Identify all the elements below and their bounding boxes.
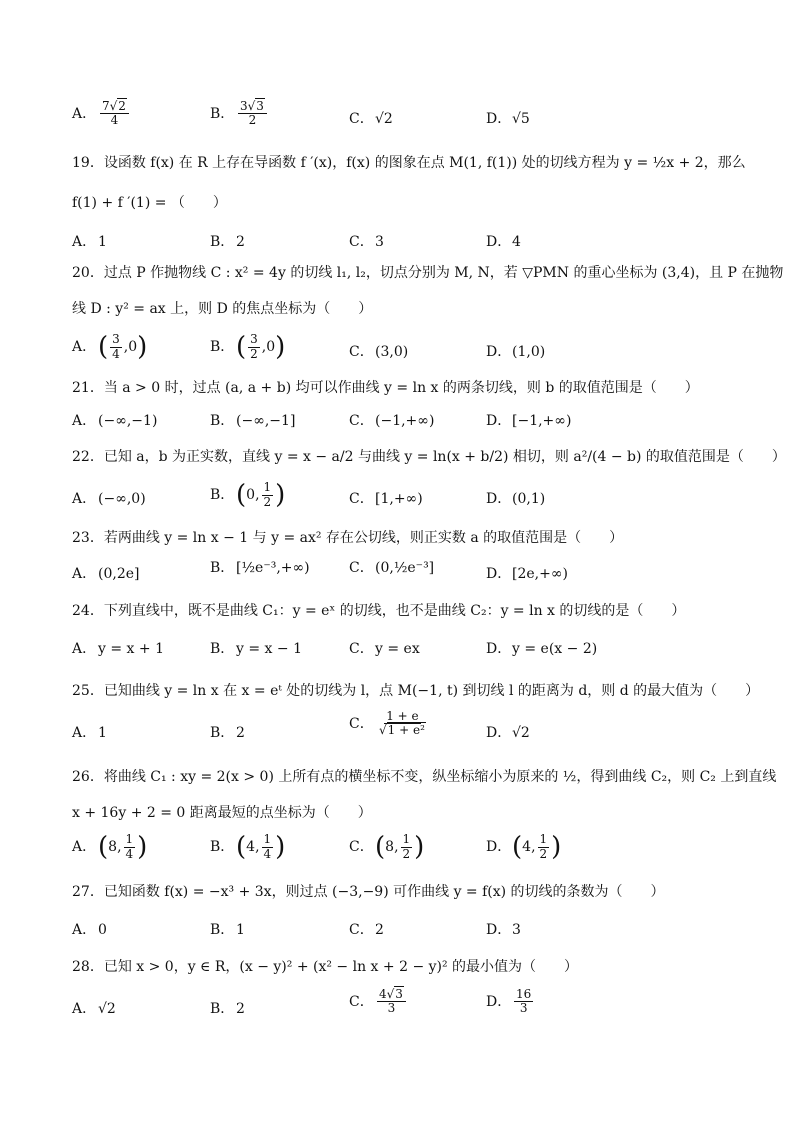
- q24-stem: 24．下列直线中，既不是曲线 C₁：y = eˣ 的切线，也不是曲线 C₂：y = ln x 的切线的是（ ）: [72, 603, 686, 619]
- q21-option-d[interactable]: D．[−1,+∞): [486, 413, 572, 429]
- q21-option-b[interactable]: B． (−∞,−1]: [210, 413, 296, 429]
- q20-option-d[interactable]: D．(1,0): [486, 344, 546, 360]
- q28-option-a[interactable]: A． √2: [72, 1001, 116, 1017]
- q28-stem: 28．已知 x > 0，y ∈ R，(x − y)² + (x² − ln x + 2 − y)² 的最小值为（ ）: [72, 959, 579, 975]
- q23-option-a[interactable]: A． (0,2e]: [72, 566, 140, 582]
- q28-option-b[interactable]: B． 2: [210, 1001, 245, 1017]
- q24-option-b[interactable]: B． y = x − 1: [210, 641, 302, 657]
- q21-option-c[interactable]: C．(−1,+∞): [349, 413, 435, 429]
- q25-stem: 25．已知曲线 y = ln x 在 x = eᵗ 处的切线为 l，点 M(−1, t) 到切线 l 的距离为 d，则 d 的最大值为（ ）: [72, 683, 760, 699]
- q22-option-b[interactable]: B．(0, $\frac{1}{2}$ ): [210, 480, 286, 510]
- q19-stem-line2: f(1) + f ′(1) = （ ）: [72, 195, 227, 211]
- q26-option-a[interactable]: A．(8, $\frac{1}{4}$ ): [72, 832, 148, 862]
- q22-option-c[interactable]: C．[1,+∞): [349, 491, 423, 507]
- q21-stem: 21．当 a > 0 时，过点 (a, a + b) 均可以作曲线 y = ln x 的两条切线，则 b 的取值范围是（ ）: [72, 380, 699, 396]
- q20-stem-line1: 20．过点 P 作抛物线 C : x² = 4y 的切线 l₁, l₂，切点分别为 M, N，若 ▽PMN 的重心坐标为 (3,4)，且 P 在抛物: [72, 265, 784, 281]
- q23-option-d[interactable]: D．[2e,+∞): [486, 566, 568, 582]
- q28-option-d[interactable]: D． $\frac{16}{3}$: [486, 987, 532, 1016]
- q24-option-c[interactable]: C．y = ex: [349, 641, 420, 657]
- q18-option-a[interactable]: A． $\frac{7√2}{4}$: [72, 100, 131, 127]
- q28-option-c[interactable]: C． $\frac{4√3}{3}$: [349, 988, 408, 1015]
- q21-option-a[interactable]: A． (−∞,−1): [72, 413, 158, 429]
- q19-stem-line1: 19．设函数 f(x) 在 R 上存在导函数 f ′(x)，f(x) 的图象在点 M(1, f(1)) 处的切线方程为 y = ½x + 2，那么: [72, 155, 746, 171]
- q22-option-a[interactable]: A． (−∞,0): [72, 491, 146, 507]
- q26-stem-line2: x + 16y + 2 = 0 距离最短的点坐标为（ ）: [72, 805, 372, 821]
- q19-option-a[interactable]: A． 1: [72, 234, 107, 250]
- q26-stem-line1: 26．将曲线 C₁ : xy = 2(x > 0) 上所有点的横坐标不变，纵坐标缩小为原来的 ½，得到曲线 C₂，则 C₂ 上到直线: [72, 769, 777, 785]
- q27-option-b[interactable]: B． 1: [210, 922, 245, 938]
- q19-option-c[interactable]: C．3: [349, 234, 384, 250]
- q18-option-d[interactable]: D．√5: [486, 111, 530, 127]
- q27-option-c[interactable]: C．2: [349, 922, 384, 938]
- q20-option-a[interactable]: A．( $\frac{3}{4}$ ,0): [72, 332, 148, 362]
- q24-option-a[interactable]: A． y = x + 1: [72, 641, 164, 657]
- q26-option-d[interactable]: D．(4, $\frac{1}{2}$ ): [486, 832, 562, 862]
- q23-option-b[interactable]: B． [½e⁻³,+∞): [210, 560, 310, 576]
- q20-option-b[interactable]: B．( $\frac{3}{2}$ ,0): [210, 332, 286, 362]
- q19-option-d[interactable]: D．4: [486, 234, 521, 250]
- q23-stem: 23．若两曲线 y = ln x − 1 与 y = ax² 存在公切线，则正实数 a 的取值范围是（ ）: [72, 530, 624, 546]
- q25-option-c[interactable]: C． $\frac{1 + e}{\text{√1 + e²}}$: [349, 709, 425, 738]
- q25-option-b[interactable]: B． 2: [210, 725, 245, 741]
- q25-option-a[interactable]: A． 1: [72, 725, 107, 741]
- q23-option-c[interactable]: C．(0,½e⁻³]: [349, 560, 435, 576]
- q18-option-c[interactable]: C．√2: [349, 111, 393, 127]
- q27-option-d[interactable]: D．3: [486, 922, 521, 938]
- q27-option-a[interactable]: A． 0: [72, 922, 107, 938]
- q19-option-b[interactable]: B． 2: [210, 234, 245, 250]
- q18-option-b[interactable]: B． $\frac{3√3}{2}$: [210, 100, 269, 127]
- q20-stem-line2: 线 D : y² = ax 上，则 D 的焦点坐标为（ ）: [72, 301, 373, 317]
- q20-option-c[interactable]: C．(3,0): [349, 344, 409, 360]
- q26-option-c[interactable]: C．(8, $\frac{1}{2}$ ): [349, 832, 425, 862]
- q22-option-d[interactable]: D．(0,1): [486, 491, 546, 507]
- q22-stem: 22．已知 a，b 为正实数，直线 y = x − a/2 与曲线 y = ln(x + b/2) 相切，则 a²/(4 − b) 的取值范围是（ ）: [72, 449, 786, 465]
- q24-option-d[interactable]: D．y = e(x − 2): [486, 641, 598, 657]
- q27-stem: 27．已知函数 f(x) = −x³ + 3x，则过点 (−3,−9) 可作曲线 y = f(x) 的切线的条数为（ ）: [72, 884, 665, 900]
- q25-option-d[interactable]: D．√2: [486, 725, 530, 741]
- q26-option-b[interactable]: B．(4, $\frac{1}{4}$ ): [210, 832, 286, 862]
